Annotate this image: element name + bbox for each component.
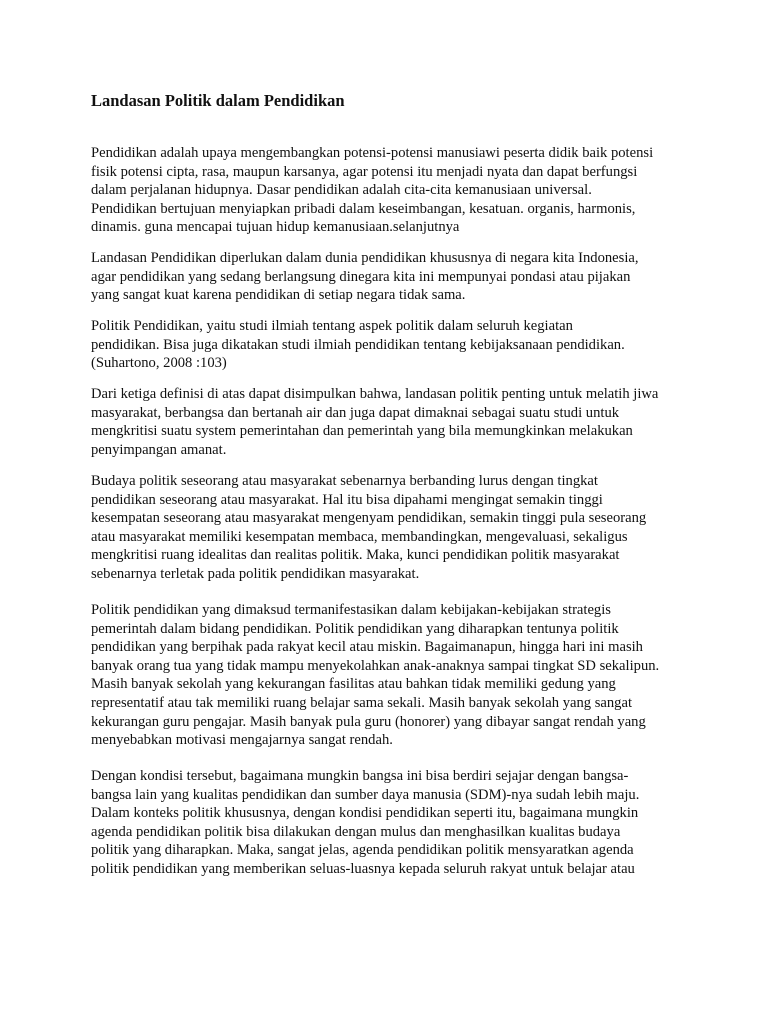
text-line: bangsa lain yang kualitas pendidikan dan sumber daya manusia (SDM)-nya sudah lebih maju. [91, 786, 640, 803]
text-line: Pendidikan adalah upaya mengembangkan potensi-potensi manusiawi peserta didik baik potensi [91, 145, 654, 161]
text-line: Masih banyak sekolah yang kekurangan fasilitas atau bahkan tidak memiliki gedung yang [91, 676, 616, 693]
text-line: Dengan kondisi tersebut, bagaimana mungkin bangsa ini bisa berdiri sejajar dengan bangsa- [91, 768, 629, 784]
text-line: Budaya politik seseorang atau masyarakat sebenarnya berbanding lurus dengan tingkat [91, 473, 598, 489]
text-line: penyimpangan amanat. [91, 441, 227, 458]
text-line: kesempatan seseorang atau masyarakat mengenyam pendidikan, semakin tinggi pula seseorang [91, 510, 647, 527]
text-line: yang sangat kuat karena pendidikan di setiap negara tidak sama. [91, 287, 466, 304]
text-line: pendidikan. Bisa juga dikatakan studi ilmiah pendidikan tentang kebijaksanaan pendidikan. [91, 336, 625, 353]
text-line: Politik pendidikan yang dimaksud termanifestasikan dalam kebijakan-kebijakan strategis [91, 602, 611, 618]
paragraph-landasan-pendidikan [91, 249, 741, 305]
text-line: politik yang diharapkan. Maka, sangat jelas, agenda pendidikan politik mensyaratkan agenda [91, 842, 634, 859]
text-line: mengkritisi ruang idealitas dan realitas politik. Maka, kunci pendidikan politik masyarakat [91, 547, 620, 564]
text-line: Landasan Pendidikan diperlukan dalam dunia pendidikan khususnya di negara kita Indonesia, [91, 250, 639, 266]
text-line: Politik Pendidikan, yaitu studi ilmiah tentang aspek politik dalam seluruh kegiatan [91, 318, 573, 334]
text-line: Dalam konteks politik khususnya, dengan kondisi pendidikan seperti itu, bagaimana mungkin [91, 805, 639, 822]
text-line: pemerintah dalam bidang pendidikan. Politik pendidikan yang diharapkan tentunya politik [91, 620, 619, 637]
paragraph-politik-pendidikan [91, 317, 741, 373]
text-line: politik pendidikan yang memberikan seluas-luasnya kepada seluruh rakyat untuk belajar atau [91, 860, 635, 877]
text-line: agenda pendidikan politik bisa dilakukan dengan mulus dan menghasilkan kualitas budaya [91, 823, 621, 840]
text-line: representatif atau tak memiliki ruang belajar sama sekali. Masih banyak sekolah yang sangat [91, 694, 632, 711]
paragraph-budaya-politik [91, 472, 741, 584]
text-line: Pendidikan bertujuan menyiapkan pribadi dalam keseimbangan, kesatuan. organis, harmonis, [91, 200, 636, 217]
paragraph-definition-pendidikan [91, 144, 741, 237]
text-line: (Suhartono, 2008 :103) [91, 355, 227, 372]
text-line: sebenarnya terletak pada politik pendidikan masyarakat. [91, 565, 420, 582]
text-line: fisik potensi cipta, rasa, maupun karsanya, agar potensi itu menjadi nyata dan dapat berfungsi [91, 163, 638, 180]
text-line: pendidikan seseorang atau masyarakat. Hal itu bisa dipahami mengingat semakin tinggi [91, 491, 603, 508]
paragraph-kondisi-bangsa [91, 767, 741, 879]
text-line: menyebabkan motivasi mengajarnya sangat rendah. [91, 732, 393, 749]
paragraph-kesimpulan [91, 385, 741, 459]
paragraph-kebijakan-strategis [91, 601, 741, 750]
text-line: dinamis. guna mencapai tujuan hidup kemanusiaan.selanjutnya [91, 219, 460, 236]
text-line: dalam perjalanan hidupnya. Dasar pendidikan adalah cita-cita kemanusiaan universal. [91, 182, 592, 199]
text-line: agar pendidikan yang sedang berlangsung dinegara kita ini mempunyai pondasi atau pijakan [91, 268, 631, 285]
text-line: atau masyarakat memiliki kesempatan membaca, membandingkan, mengevaluasi, sekaligus [91, 528, 628, 545]
text-line: masyarakat, berbangsa dan bertanah air dan juga dapat dimaknai sebagai suatu studi untuk [91, 404, 620, 421]
text-line: kekurangan guru pengajar. Masih banyak pula guru (honorer) yang dibayar sangat rendah yang [91, 713, 646, 730]
page-title: Landasan Politik dalam Pendidikan [91, 91, 345, 110]
text-line: banyak orang tua yang tidak mampu menyekolahkan anak-anaknya sampai tingkat SD sekalipun. [91, 657, 660, 674]
text-line: pendidikan yang berpihak pada rakyat kecil atau miskin. Bagaimanapun, hingga hari ini masih [91, 639, 643, 656]
text-line: mengkritisi suatu system pemerintahan dan pemerintah yang bila memungkinkan melakukan [91, 423, 633, 440]
text-line: Dari ketiga definisi di atas dapat disimpulkan bahwa, landasan politik penting untuk melatih jiwa [91, 386, 659, 402]
